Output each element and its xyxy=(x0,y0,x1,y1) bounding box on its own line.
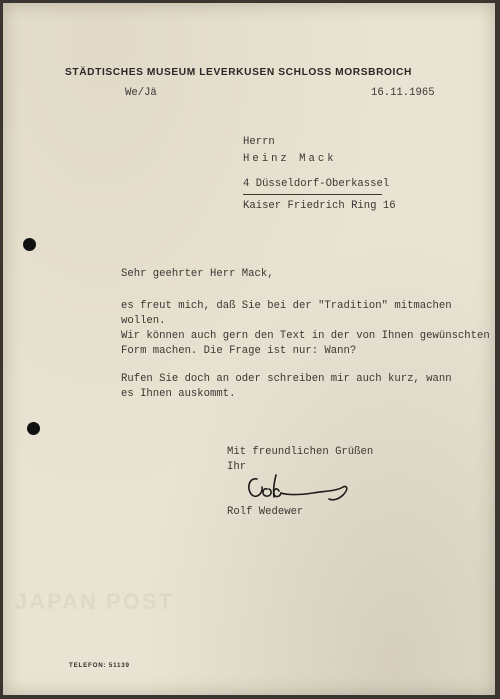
punch-hole xyxy=(27,422,40,435)
body-line: Wir können auch gern den Text in der von Ihnen gewünschten xyxy=(121,330,490,342)
letterhead: STÄDTISCHES MUSEUM LEVERKUSEN SCHLOSS MORSBROICH xyxy=(65,67,412,78)
closing-ihr: Ihr xyxy=(227,461,247,473)
address-underline xyxy=(243,194,382,195)
recipient-salutation: Herrn xyxy=(243,136,275,148)
handwritten-signature xyxy=(243,469,355,505)
letter-date: 16.11.1965 xyxy=(371,87,435,99)
recipient-street: Kaiser Friedrich Ring 16 xyxy=(243,200,396,212)
body-line: Rufen Sie doch an oder schreiben mir auch kurz, wann xyxy=(121,373,452,385)
recipient-name: Heinz Mack xyxy=(243,153,337,165)
body-line: Form machen. Die Frage ist nur: Wann? xyxy=(121,345,357,357)
paper-watermark: JAPAN POST xyxy=(15,589,174,614)
reference-code: We/Jä xyxy=(125,87,157,99)
recipient-city: 4 Düsseldorf-Oberkassel xyxy=(243,178,390,190)
footer-telephone: TELEFON: 51139 xyxy=(69,662,130,669)
letter-salutation: Sehr geehrter Herr Mack, xyxy=(121,268,274,280)
body-line: es Ihnen auskommt. xyxy=(121,388,236,400)
body-line: es freut mich, daß Sie bei der "Tradition" mitmachen xyxy=(121,300,452,312)
letter-sheet xyxy=(3,3,495,695)
signer-name: Rolf Wedewer xyxy=(227,506,304,518)
body-line: wollen. xyxy=(121,315,166,327)
closing-greeting: Mit freundlichen Grüßen xyxy=(227,446,374,458)
punch-hole xyxy=(23,238,36,251)
